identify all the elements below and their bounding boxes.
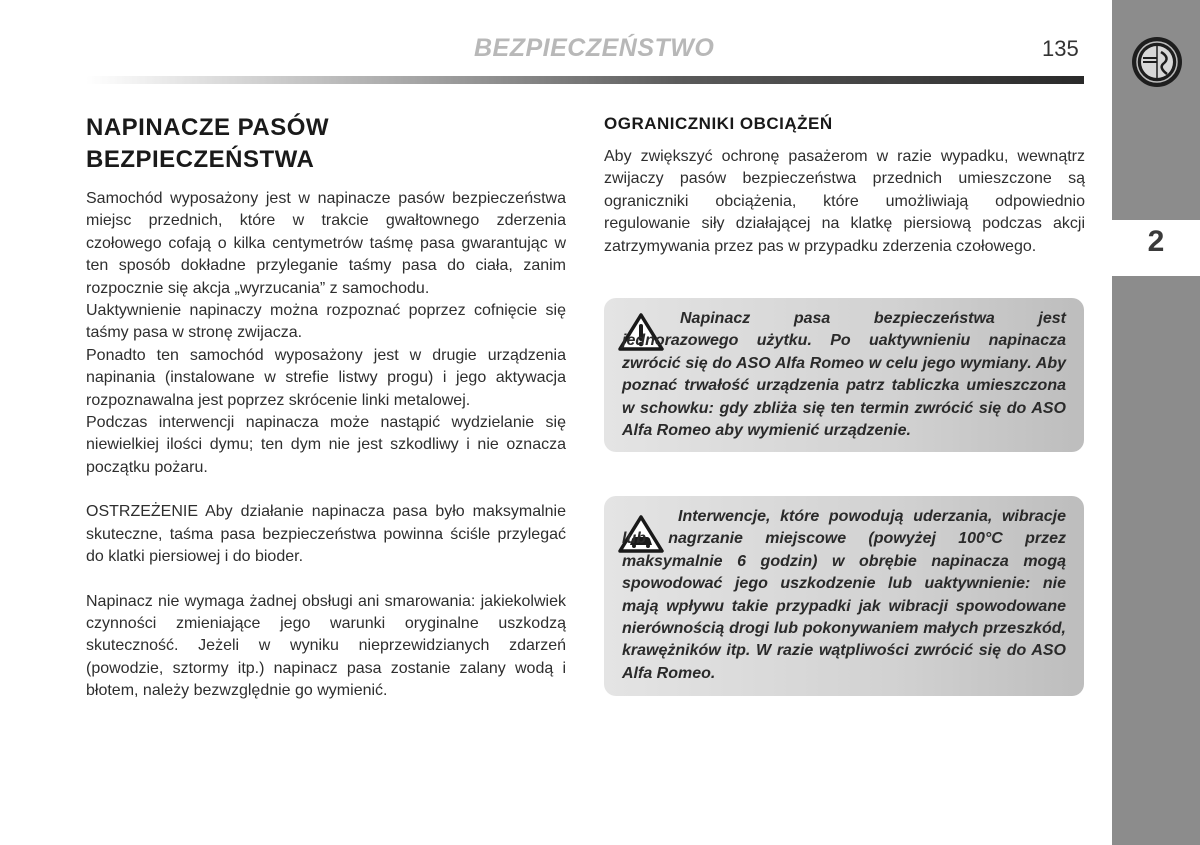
sub-heading: OGRANICZNIKI OBCIĄŻEŃ (604, 114, 833, 133)
warning-text: Napinacz pasa bezpieczeństwa jest jednorazowego użytku. Po uaktywnieniu napinacza zwrócić się do ASO Alfa Romeo w celu jego wymiany. Aby poznać trwałość urządzenia patrz tabliczka umieszczona w schowku: gdy zbliża się ten termin zwrócić się do ASO Alfa Romeo aby wymienić urządzenie. (622, 310, 1066, 440)
main-heading-line-1: NAPINACZE PASÓW (86, 114, 330, 141)
warning-box (604, 298, 1084, 452)
main-heading (86, 112, 566, 176)
alfa-romeo-badge-icon (1131, 36, 1183, 88)
paragraph: Uaktywnienie napinaczy można rozpoznać poprzez cofnięcie się taśmy pasa w stronę zwijacza. (86, 302, 566, 342)
chapter-tab-bottom (1112, 276, 1200, 845)
header-rule (86, 76, 1084, 84)
chapter-tab-top (1112, 0, 1200, 220)
section-title: BEZPIECZEŃSTWO (474, 34, 715, 62)
page-number: 135 (1042, 36, 1079, 61)
warning-paragraph: OSTRZEŻENIE Aby działanie napinacza pasa było maksymalnie skuteczne, taśma pasa bezpieczeństwa powinna ściśle przylegać do klatki piersiowej i do bioder. (86, 503, 566, 566)
main-heading-line-2: BEZPIECZEŃSTWA (86, 146, 315, 173)
paragraph: Podczas interwencji napinacza może nastąpić wydzielanie się niewielkiej ilości dymu; ten dym nie jest szkodliwy i nie oznacza początku pożaru. (86, 414, 566, 476)
warning-box (604, 496, 1084, 696)
paragraph: Ponadto ten samochód wyposażony jest w drugie urządzenia napinania (instalowane w strefie listwy progu) i jego aktywacja rozpoznawalna jest poprzez skrócenie linki metalowej. (86, 346, 566, 409)
chapter-number: 2 (1147, 225, 1165, 258)
paragraph: Napinacz nie wymaga żadnej obsługi ani smarowania: jakiekolwiek czynności zmieniające jego warunki oryginalne uszkodzą skuteczność. Jeżeli w wyniku nieprzewidzianych zdarzeń (powodzie, sztormy itp.) napinacz pasa zostanie zalany wodą i błotem, należy bezwzględnie go wymienić. (86, 592, 566, 700)
right-column (604, 146, 1085, 258)
left-column (86, 188, 566, 703)
warning-text: Interwencje, które powodują uderzania, wibracje lub nagrzanie miejscowe (powyżej 100°C przez maksymalnie 6 godzin) w obrębie napinacza mogą spowodować jego uszkodzenie lub uaktywnienie: nie mają wpływu takie przypadki jak wibracji spowodowane nierównością drogi lub pokonywaniem małych przeszkód, krawężników itp. W razie wątpliwości zwrócić się do ASO Alfa Romeo. (622, 508, 1066, 682)
paragraph: Aby zwiększyć ochronę pasażerom w razie wypadku, wewnątrz zwijaczy pasów bezpieczeństwa przednich umieszczone są ograniczniki obciążenia, które umożliwiają odpowiednio regulowanie siły działającej na klatkę piersiową podczas akcji zatrzymywania przez pas w przypadku zderzenia czołowego. (604, 148, 1085, 255)
paragraph: Samochód wyposażony jest w napinacze pasów bezpieczeństwa miejsc przednich, które w trakcie gwałtownego zderzenia czołowego cofają o kilka centymetrów taśmę pasa gwarantując w ten sposób dokładne przyleganie taśmy pasa do ciała, zanim rozpocznie się akcja „wyrzucania” z samochodu. (86, 190, 566, 297)
